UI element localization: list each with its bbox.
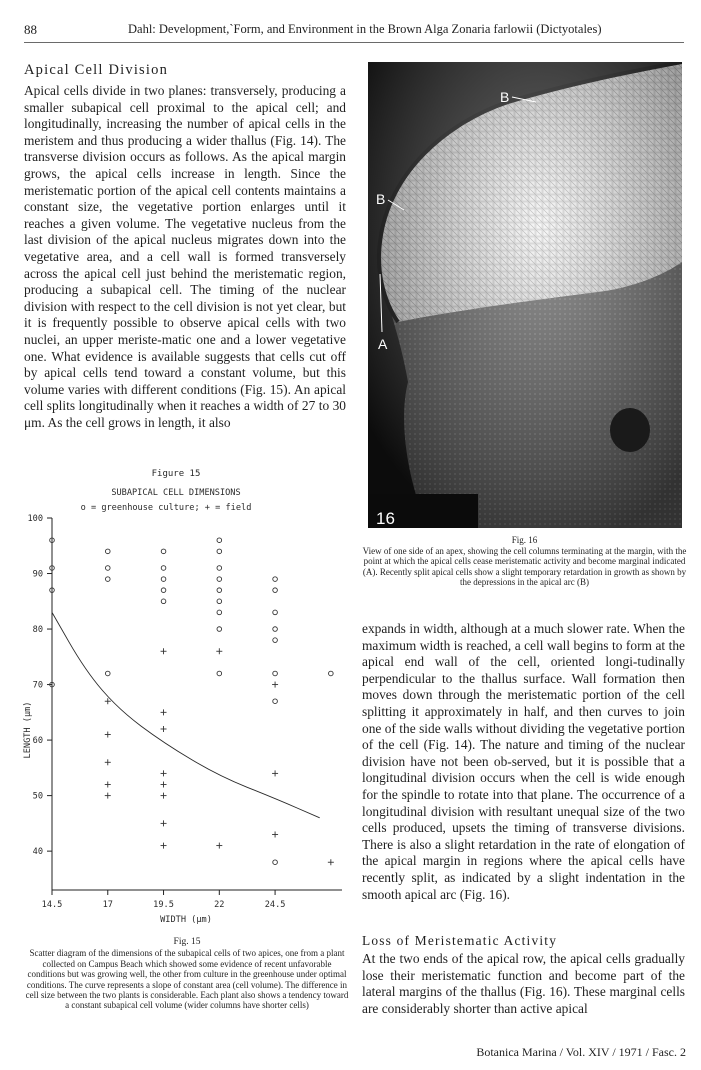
chart-point-field [216,843,222,849]
chart-y-tick-label: 40 [32,847,43,858]
chart-legend: o = greenhouse culture; + = field [80,503,252,513]
page-footer: Botanica Marina / Vol. XIV / 1971 / Fasc. 2 [476,1045,686,1059]
body-text-column-2: expands in width, although at a much slower rate. When the maximum width is reached, a cell wall begins to form at the apical end wall of the cell, oriented longi-tudinally perpendicular to the thallus surface. Wall formation then moves down through the meristematic portion of the cell splitting it approximately in half, and then curves to join one of the side walls without dividing the vegetative portion of the cell (Fig. 14). The nature and timing of the nuclear division have not been ob-served, but it is possible that a longitudinal division occurs when the cell is wide enough for the spindle to rotate into that plane. The occurrence of a longitudinal division with resultant unequal size of the two cells produced, upsets the timing of transverse divisions. There is also a slight retardation in the rate of elongation of the apical margin in regions where the apical cells have recently split, as indicated by a slight indentation in the smooth apical arc (Fig. 16). [362,621,685,902]
chart-y-axis-label: LENGTH (μm) [23,701,33,759]
chart-point-field [105,732,111,738]
chart-point-field [161,648,167,654]
chart-y-tick-label: 80 [32,625,43,636]
chart-y-tick-label: 90 [32,569,43,580]
chart-point-greenhouse [273,638,278,643]
chart-x-tick-label: 22 [214,900,225,910]
chart-point-greenhouse [273,577,278,582]
chart-point-field [272,831,278,837]
figure-16-caption-title: Fig. 16 [511,535,538,545]
chart-point-greenhouse [273,610,278,615]
chart-axes [52,518,342,890]
chart-point-field [161,770,167,776]
figure-15-caption-text: Scatter diagram of the dimensions of the subapical cells of two apices, one from a plant collected on Campus Beach which showed some evidence of recent unfavorable conditions but was growing well, the other from culture in the greenhouse under optimal conditions. The curve represents a slope of constant area (cell volume). The difference in cell size between the two plants is considerable. Each plant also shows a tendency toward a constant subapical cell volume (wider columns have shorter cells) [25,948,349,1011]
running-head: Dahl: Development,ˋForm, and Environment in the Brown Alga Zonaria farlowii (Dictyotales) [128,22,602,36]
chart-point-greenhouse [273,671,278,676]
chart-point-greenhouse [273,627,278,632]
chart-point-field [161,843,167,849]
chart-point-greenhouse [217,577,222,582]
chart-point-field [161,793,167,799]
chart-point-greenhouse [161,566,166,571]
chart-point-field [272,770,278,776]
chart-point-greenhouse [329,671,334,676]
chart-points [50,538,334,865]
chart-point-greenhouse [105,549,110,554]
figure-15-caption [24,937,350,1011]
chart-point-greenhouse [105,566,110,571]
chart-point-greenhouse [273,860,278,865]
chart-point-greenhouse [217,599,222,604]
chart-point-greenhouse [273,588,278,593]
body-text-column-2-section-2: At the two ends of the apical row, the apical cells gradually lose their meristematic function and become part of the lateral margins of the thallus (Fig. 16). These marginal cells are considerably shorter than active apical [362,951,685,1016]
chart-point-greenhouse [217,671,222,676]
chart-x-tick-label: 14.5 [41,900,63,910]
chart-point-field [105,782,111,788]
body-text-column-1: Apical cells divide in two planes: transversely, producing a smaller subapical cell proximal to the apical cell; and longitudinally, increasing the number of apical cells in the meristem and thus producing a wider thallus (Fig. 14). The transverse division occurs as follows. As the apical margin grows, the apical cells increase in length. Since the meristematic portion of the apical cell contents maintains a constant size, the vegetative portion enlarges until it reaches a given volume. The vegetative nucleus from the last division of the apical nucleus migrates down into the vegetative area, and a cell wall is formed transversely across the apical cell just behind the meristematic region, producing a subapical cell. The timing of the nuclear division with respect to the cell division is not yet clear, but it is frequently possible to observe apical cells with two nuclei, an upper meriste-matic one and a lower vegetative one. What evidence is available suggests that cells cut off by apical cells tend toward a constant volume, but this volume varies with different conditions (Fig. 15). An apical cell splits longitudinally when it reaches a width of 27 to 30 μm. As the cell grows in length, it also [24,83,346,430]
chart-subtitle: SUBAPICAL CELL DIMENSIONS [111,488,241,498]
figure-16-caption-text: View of one side of an apex, showing the cell columns terminating at the margin, with the point at which the apical cells cease meristematic activity and become marginal indicated (A). Recently split apical cells show a slight temporary retardation in growth as shown by the depressions in the apical arc (B) [362,546,687,587]
chart-point-field [161,709,167,715]
chart-point-field [105,793,111,799]
chart-y-tick-label: 100 [27,514,43,524]
chart-title: Figure 15 [151,469,201,479]
chart-point-greenhouse [217,566,222,571]
page-header [24,20,684,43]
figure-16-caption [362,535,687,587]
figure-15-scatter-chart [0,460,352,935]
chart-y-tick-label: 70 [32,680,43,691]
figure-16-micrograph [368,62,682,528]
chart-point-field [328,859,334,865]
chart-y-tick-label: 50 [32,791,43,802]
chart-point-greenhouse [217,588,222,593]
figure-16-number-label: 16 [376,509,395,528]
figure-16-label-b-top: B [500,89,510,105]
figure-15-caption-title: Fig. 15 [173,937,201,947]
chart-point-field [161,820,167,826]
chart-x-tick-label: 17 [102,900,113,910]
chart-point-greenhouse [161,549,166,554]
chart-point-greenhouse [105,671,110,676]
chart-x-tick-label: 24.5 [264,900,286,910]
figure-16-label-b-left: B [376,191,386,207]
chart-x-tick-label: 19.5 [153,900,174,910]
page-number: 88 [24,22,37,37]
chart-point-field [216,648,222,654]
chart-point-greenhouse [161,588,166,593]
chart-point-greenhouse [217,610,222,615]
section-heading-loss-of-meristematic-activity: Loss of Meristematic Activity [362,933,558,948]
chart-point-greenhouse [161,577,166,582]
chart-x-axis-label: WIDTH (μm) [160,915,212,925]
chart-ticks [27,514,285,910]
chart-point-greenhouse [217,549,222,554]
chart-point-greenhouse [217,538,222,543]
figure-16-label-a: A [378,336,388,352]
chart-point-field [161,726,167,732]
chart-point-field [161,782,167,788]
chart-point-greenhouse [273,699,278,704]
chart-point-greenhouse [217,627,222,632]
chart-point-field [105,759,111,765]
chart-point-greenhouse [161,599,166,604]
chart-point-greenhouse [105,577,110,582]
chart-constant-area-curve [52,612,320,817]
chart-point-field [272,682,278,688]
section-heading-apical-cell-division: Apical Cell Division [24,62,169,78]
chart-y-tick-label: 60 [32,736,43,747]
